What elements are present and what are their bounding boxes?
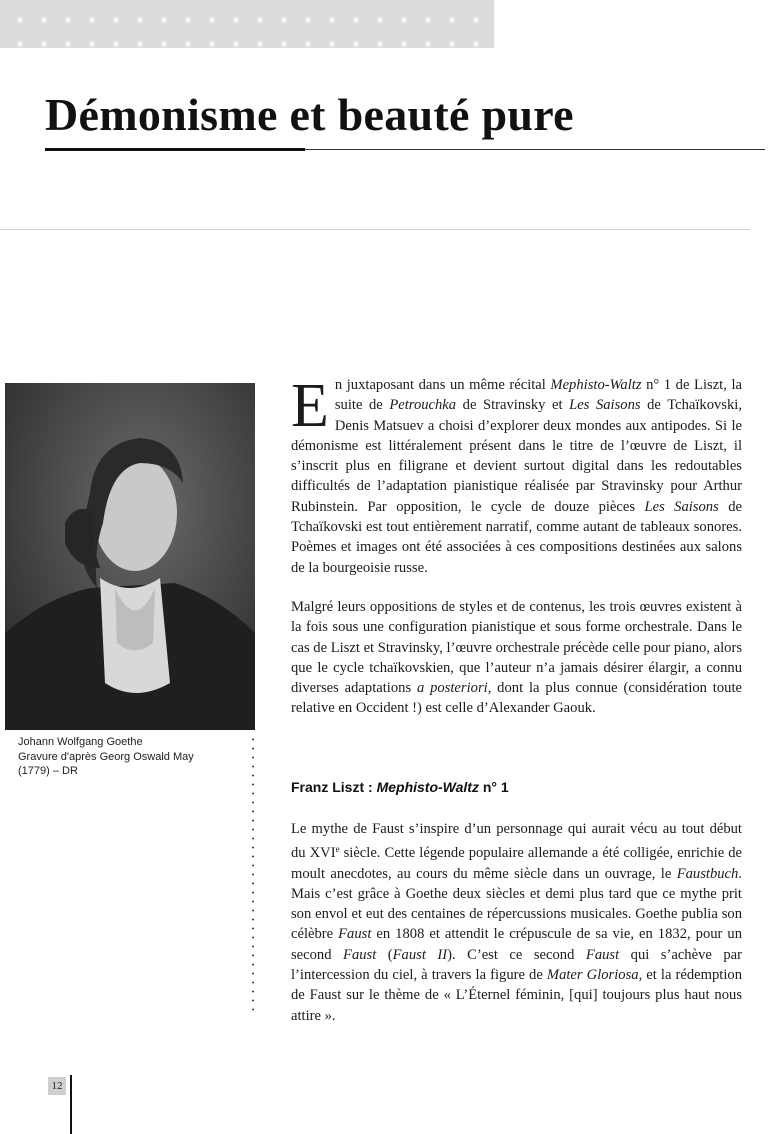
text-run-italic: Faust: [585, 946, 620, 963]
title-rule-thin: [305, 149, 765, 150]
heading-prefix: Franz Liszt :: [291, 779, 377, 795]
heading-work-title: Mephisto-Waltz: [376, 779, 479, 795]
text-run: , et la rédemption de Faust sur le thème de « L’Éternel féminin, [qui] toujours plus haut nous attire ».: [291, 967, 742, 1024]
caption-line: Gravure d'après Georg Oswald May: [18, 750, 194, 763]
title-rule-thick: [45, 148, 305, 151]
section-heading: [291, 779, 509, 795]
text-run-italic: Faust: [343, 946, 377, 963]
text-run: de Tchaïkovski est tout entièrement narratif, comme autant de tableaux sonores. Poèmes et images ont été associées à ces compositions destinées aux salons de la bourgeoisie russe.: [291, 498, 742, 576]
goethe-portrait-image: [5, 383, 255, 730]
paragraph-faust: [291, 819, 742, 1026]
text-run: , dont la plus connue (considération toute relative en Occident !) est celle d’Alexander Gaouk.: [291, 680, 742, 717]
page-title: Démonisme et beauté pure: [45, 89, 574, 140]
text-run: Le mythe de Faust s’inspire d’un personnage qui aurait vécu au tout début du XVI: [291, 821, 742, 862]
text-run-italic: Petrouchka: [389, 397, 457, 414]
figure-caption: [18, 735, 238, 779]
text-run: n° 1 de Liszt, la suite de: [334, 377, 742, 414]
text-run: (: [376, 946, 393, 963]
dotted-column-rule: [252, 735, 254, 1015]
text-run: de Stravinsky et: [456, 397, 570, 414]
decorative-header-band: [0, 0, 494, 48]
section-divider: [0, 229, 750, 230]
text-run-italic: Mephisto-Waltz: [550, 377, 642, 393]
text-run-italic: Faustbuch: [676, 865, 739, 882]
paragraph-oppositions: [291, 597, 742, 719]
page-number-rule: [70, 1075, 72, 1134]
text-run-italic: Les Saisons: [569, 397, 641, 414]
text-run-italic: Faust: [338, 926, 372, 943]
text-run: qui s’achève par l’intercession du ciel, à travers la figure de: [291, 946, 742, 984]
drop-cap: E: [291, 372, 329, 440]
page-number: 12: [48, 1077, 66, 1095]
text-run: . Mais c’est grâce à Goethe deux siècles et demi plus tard que ce mythe prit son envol et eut des centaines de répercussions musicales. Goethe publia son célèbre: [291, 865, 742, 943]
text-run: en 1808 et attendit le crépuscule de sa vie, en 1832, pour un second: [291, 926, 742, 963]
heading-suffix: n° 1: [478, 779, 509, 795]
caption-line: Johann Wolfgang Goethe: [18, 736, 143, 748]
text-run-italic: Faust II: [392, 946, 448, 963]
caption-line: (1779) – DR: [18, 765, 78, 777]
text-run: siècle. Cette légende populaire allemande a été colligée, enrichie de moult anecdotes, au cours du même siècle dans un ouvrage, le: [291, 845, 742, 882]
paragraph-intro: [291, 372, 742, 578]
text-run-italic: a posteriori: [416, 680, 488, 697]
text-run-italic: Les Saisons: [644, 498, 719, 515]
text-run-italic: Mater Gloriosa: [546, 967, 639, 984]
text-run: Malgré leurs oppositions de styles et de contenus, les trois œuvres existent à la fois sous une configuration pianistique et sous forme orchestrale. Dans le cas de Liszt et Stravinsky, l’œuvre orchestrale précède celle pour piano, alors que le cycle tchaïkovskien, que l’auteur n’a jamais désirer élargir, a connu diverses adaptations: [291, 599, 742, 697]
text-run: ). C’est ce second: [447, 946, 586, 963]
text-run: de Tchaïkovski, Denis Matsuev a choisi d’explorer deux mondes aux antipodes. Si le démonisme est littéralement présent dans le titre de l’œuvre de Liszt, il s’inscrit plus en filigrane et devient surtout digital dans les redoutables difficultés de l’adaptation pianistique réalisée par Stravinsky pour Arthur Rubinstein. Par opposition, le cycle de douze pièces: [291, 397, 742, 515]
superscript: e: [335, 844, 340, 855]
text-run: n juxtaposant dans un même récital: [334, 377, 551, 393]
